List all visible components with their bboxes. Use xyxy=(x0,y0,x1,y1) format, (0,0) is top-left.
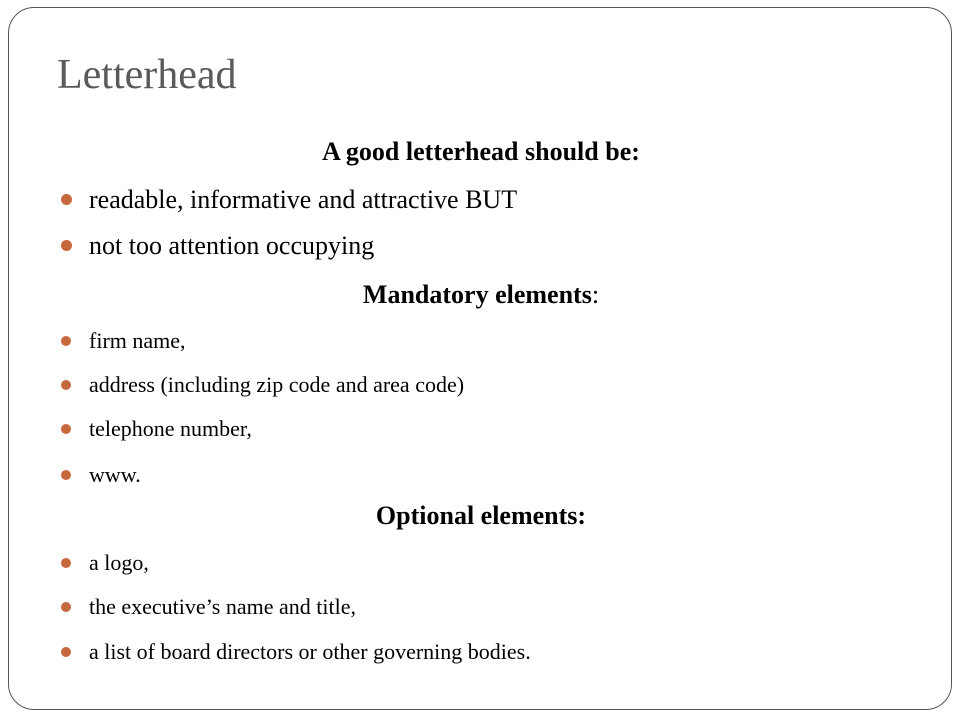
bullet-icon xyxy=(61,470,71,480)
list-item-text: the executive’s name and title, xyxy=(89,594,356,619)
list-item xyxy=(64,372,465,397)
list-item xyxy=(64,550,149,575)
list-item xyxy=(64,462,141,487)
list-item-text: address (including zip code and area code) xyxy=(89,372,465,397)
list-item xyxy=(64,185,518,214)
list-item-text: telephone number, xyxy=(89,416,252,441)
list-item-text: a list of board directors or other governing bodies. xyxy=(89,639,531,664)
list-item xyxy=(64,639,531,664)
list-item-text: readable, informative and attractive BUT xyxy=(89,185,518,214)
bullet-icon xyxy=(61,647,71,657)
bullet-icon xyxy=(61,380,71,390)
mandatory-heading-colon: : xyxy=(591,280,600,309)
optional-elements-heading: Optional elements: xyxy=(375,501,587,530)
list-item-text: www. xyxy=(89,462,141,487)
bullet-icon xyxy=(61,240,72,251)
list-item-text: not too attention occupying xyxy=(89,231,375,260)
list-item-text: firm name, xyxy=(89,328,186,353)
list-item-text: a logo, xyxy=(89,550,149,575)
list-item xyxy=(64,231,375,260)
slide-title: Letterhead xyxy=(57,52,237,98)
mandatory-elements-heading xyxy=(9,282,953,308)
bullet-icon xyxy=(61,194,72,205)
good-letterhead-heading: A good letterhead should be: xyxy=(322,137,640,166)
bullet-icon xyxy=(61,602,71,612)
list-item xyxy=(64,416,252,441)
bullet-icon xyxy=(61,336,71,346)
list-item xyxy=(64,328,186,353)
bullet-icon xyxy=(61,558,71,568)
list-item xyxy=(64,594,356,619)
bullet-icon xyxy=(61,424,71,434)
mandatory-heading-text: Mandatory elements xyxy=(362,280,592,309)
slide xyxy=(8,7,952,710)
